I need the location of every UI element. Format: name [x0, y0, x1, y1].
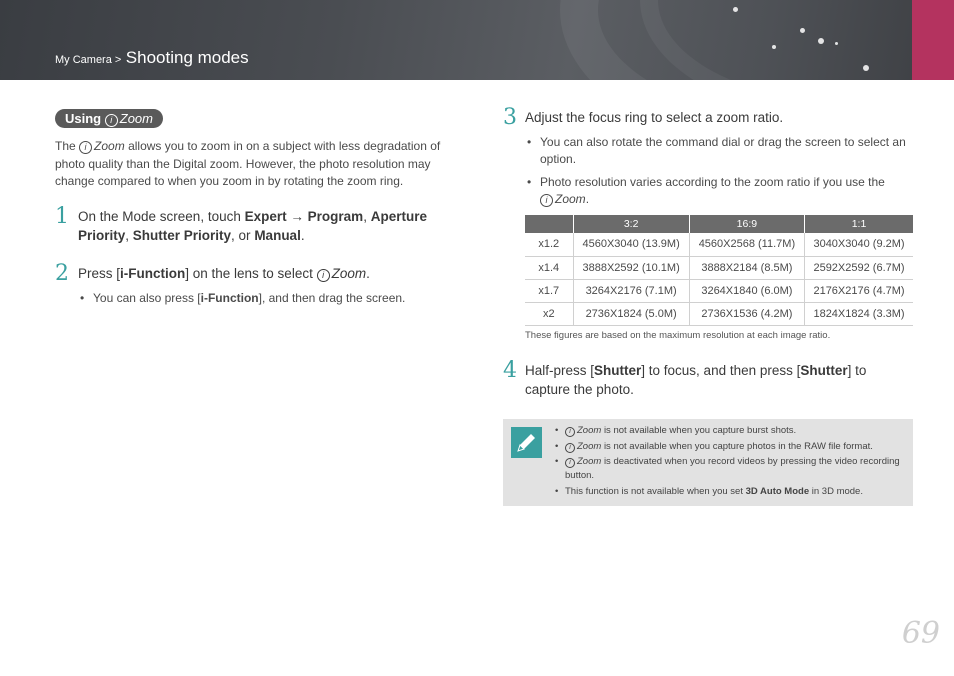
table-cell: x1.7: [525, 279, 573, 302]
note-text: This function is not available when you set: [565, 486, 746, 497]
note-text: is not available when you capture burst shots.: [603, 425, 797, 436]
breadcrumb-parent: My Camera >: [55, 54, 122, 66]
step-text-part: ] on the lens to select: [185, 266, 317, 281]
table-cell: 2176X2176 (4.7M): [805, 279, 913, 302]
section-title: [55, 109, 163, 128]
zoom-label: Zoom: [119, 111, 153, 126]
header-decoration: [772, 45, 776, 49]
page-header: [0, 0, 954, 80]
breadcrumb: [55, 48, 249, 68]
i-zoom-icon: i: [79, 141, 92, 154]
i-zoom-glyph: [565, 424, 601, 438]
table-cell: 2736X1824 (5.0M): [573, 302, 689, 325]
step-text-bold: Aperture Priority: [78, 209, 427, 243]
section-title-prefix: Using: [65, 111, 102, 126]
i-zoom-icon: i: [105, 114, 118, 127]
step-number: 3: [503, 105, 517, 130]
header-decoration: [733, 7, 738, 12]
note-text: in 3D mode.: [809, 486, 863, 497]
zoom-label: Zoom: [577, 441, 602, 452]
step-number: 1: [55, 204, 69, 229]
step-text-part: On the Mode screen, touch: [78, 209, 245, 224]
table-row: [525, 233, 913, 256]
i-zoom-icon: i: [540, 194, 553, 207]
bullet-text-part: You can also press [: [93, 291, 201, 305]
table-header-row: [525, 215, 913, 233]
table-header-cell: 3:2: [573, 215, 689, 233]
table-cell: 2736X1536 (4.2M): [689, 302, 804, 325]
step-text-part: .: [366, 266, 370, 281]
note-pencil-icon: [511, 427, 542, 458]
step-number: 4: [503, 358, 517, 383]
table-cell: 4560X3040 (13.9M): [573, 233, 689, 256]
note-item: [555, 440, 900, 454]
i-zoom-glyph: [105, 109, 153, 128]
step-3-text: Adjust the focus ring to select a zoom ratio.: [525, 110, 784, 125]
step-text-part: →: [286, 209, 308, 224]
step-text-part: ,: [125, 227, 133, 243]
zoom-label: Zoom: [331, 266, 367, 281]
step-text-part: ,: [363, 209, 371, 224]
breadcrumb-current: Shooting modes: [125, 48, 249, 67]
i-zoom-glyph: [565, 440, 601, 454]
chapter-tab: [912, 0, 954, 80]
header-decoration: [818, 38, 824, 44]
table-cell: 3888X2184 (8.5M): [689, 256, 804, 279]
zoom-label: Zoom: [94, 139, 125, 153]
intro-text-after: allows you to zoom in on a subject with less degradation of photo quality than the Digital zoom. However, the photo resolution may change compared to when you zoom in by rotating the zoom ring.: [55, 139, 441, 188]
i-zoom-icon: i: [565, 458, 575, 468]
table-cell: 3040X3040 (9.2M): [805, 233, 913, 256]
step-text-part: ] to capture the photo.: [525, 363, 867, 397]
step-text-part: , or: [231, 227, 255, 243]
table-cell: 3264X2176 (7.1M): [573, 279, 689, 302]
zoom-label: Zoom: [577, 456, 602, 467]
step-1-text: [78, 208, 458, 245]
step-2-bullet: [80, 290, 460, 307]
table-cell: 2592X2592 (6.7M): [805, 256, 913, 279]
note-box: [503, 419, 913, 506]
table-cell: x1.4: [525, 256, 573, 279]
header-decoration: [835, 42, 838, 45]
table-header-cell: [525, 215, 573, 233]
bullet-text-bold: i-Function: [200, 291, 259, 305]
table-header-cell: 1:1: [805, 215, 913, 233]
table-cell: 1824X1824 (3.3M): [805, 302, 913, 325]
table-cell: 3888X2592 (10.1M): [573, 256, 689, 279]
i-zoom-glyph: [317, 265, 367, 284]
table-header-cell: 16:9: [689, 215, 804, 233]
step-text-part: Press [: [78, 266, 121, 281]
i-zoom-glyph: [540, 191, 586, 208]
bullet-text-part: ], and then drag the screen.: [258, 291, 406, 305]
step-text-bold: Expert: [244, 209, 287, 224]
header-decoration: [640, 0, 954, 80]
step-text-part: .: [300, 227, 305, 243]
note-text: is deactivated when you record videos by pressing the video recording button.: [565, 456, 900, 481]
table-cell: x2: [525, 302, 573, 325]
page-number: 69: [901, 616, 940, 651]
step-text-bold: Manual: [254, 227, 301, 243]
intro-text-before: The: [55, 139, 76, 153]
i-zoom-glyph: [79, 138, 125, 156]
step-3-bullet: • You can also rotate the command dial or drag the screen to select an option.: [527, 134, 912, 168]
header-decoration: [863, 65, 869, 71]
note-text: is not available when you capture photos in the RAW file format.: [603, 441, 873, 452]
table-row: [525, 256, 913, 279]
table-footnote: These figures are based on the maximum resolution at each image ratio.: [525, 330, 831, 341]
table-cell: 3264X1840 (6.0M): [689, 279, 804, 302]
table-row: [525, 279, 913, 302]
i-zoom-icon: i: [565, 443, 575, 453]
zoom-label: Zoom: [577, 425, 602, 436]
step-number: 2: [55, 261, 69, 286]
header-decoration: [800, 28, 805, 33]
zoom-label: Zoom: [555, 192, 586, 206]
step-text-bold: i-Function: [120, 266, 186, 281]
bullet-text-part: Photo resolution varies according to the zoom ratio if you use the: [540, 175, 885, 189]
step-3-bullet: [527, 174, 912, 208]
zoom-resolution-table: [525, 215, 913, 326]
step-text-bold: Shutter Priority: [132, 227, 232, 243]
note-item: [555, 424, 900, 438]
step-text-part: ] to focus, and then press [: [641, 363, 801, 378]
note-text-bold: 3D Auto Mode: [745, 486, 810, 497]
table-cell: 4560X2568 (11.7M): [689, 233, 804, 256]
intro-paragraph: [55, 138, 455, 191]
note-item: [555, 485, 900, 499]
step-text-part: Half-press [: [525, 363, 595, 378]
step-text-bold: Shutter: [800, 363, 848, 378]
step-text-bold: Shutter: [594, 363, 642, 378]
step-2-text: [78, 265, 458, 284]
i-zoom-glyph: [565, 455, 601, 469]
i-zoom-icon: i: [317, 269, 330, 282]
step-4-text: [525, 362, 910, 399]
note-item: [555, 455, 900, 482]
step-text-bold: Program: [307, 209, 364, 224]
bullet-text-part: .: [585, 192, 590, 206]
table-row: [525, 302, 913, 325]
i-zoom-icon: i: [565, 427, 575, 437]
table-cell: x1.2: [525, 233, 573, 256]
